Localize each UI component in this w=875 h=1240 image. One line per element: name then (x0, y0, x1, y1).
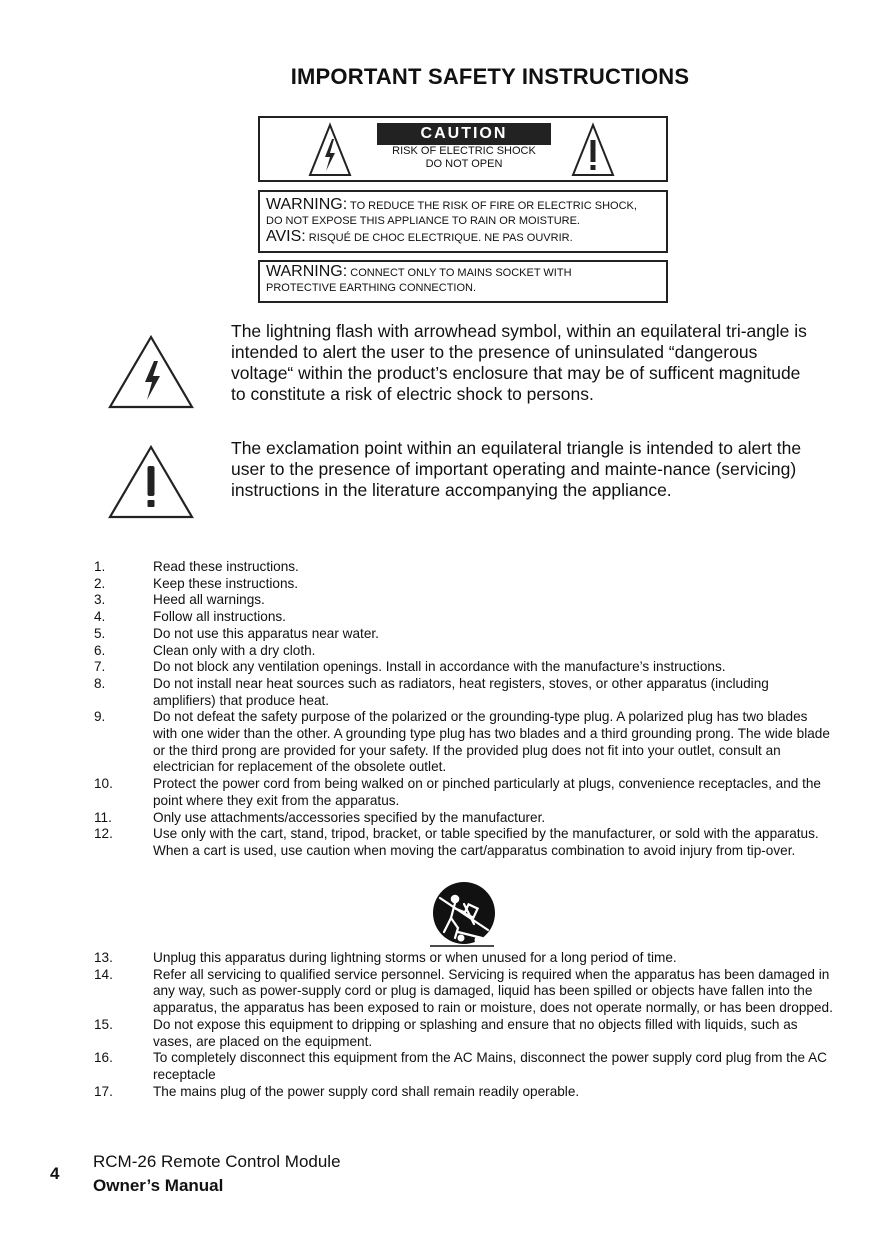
item-text: Protect the power cord from being walked on or pinched particularly at plugs, convenience receptacles, and the point where they exit from the apparatus. (153, 776, 821, 808)
footer-product-name: RCM-26 Remote Control Module (93, 1152, 341, 1171)
item-text: Do not install near heat sources such as radiators, heat registers, stoves, or other apparatus (including amplifiers) that produce heat. (153, 675, 769, 708)
instruction-list (94, 559, 834, 860)
item-text: Do not expose this equipment to dripping or splashing and ensure that no objects filled with liquids, such as vases, are placed on the equipment. (153, 1016, 798, 1049)
list-item (94, 609, 834, 626)
item-number: 12. (94, 826, 113, 842)
item-text: Use only with the cart, stand, tripod, bracket, or table specified by the manufacturer, or sold with the apparatus. When a cart is used, use caution when moving the cart/apparatus combination to avoid injury from tip-over. (153, 826, 819, 858)
warning-line-1 (266, 264, 666, 281)
avis-text: RISQUÉ DE CHOC ELECTRIQUE. NE PAS OUVRIR. (308, 232, 573, 244)
item-number: 1. (94, 559, 106, 574)
list-item (94, 559, 834, 576)
caution-label (377, 123, 551, 171)
item-text: Read these instructions. (153, 559, 299, 574)
caution-line-2: DO NOT OPEN (425, 158, 503, 170)
item-text: Unplug this apparatus during lightning storms or when unused for a long period of time. (153, 950, 677, 965)
item-number: 8. (94, 675, 106, 691)
list-item (94, 826, 834, 859)
footer-manual-title: Owner’s Manual (93, 1176, 224, 1195)
item-number: 4. (94, 609, 106, 625)
warning-text-2: PROTECTIVE EARTHING CONNECTION. (266, 282, 477, 294)
warning-text-2: DO NOT EXPOSE THIS APPLIANCE TO RAIN OR MOISTURE. (266, 215, 580, 227)
cart-tip-over-warning-icon (428, 880, 504, 952)
warning-text-1: CONNECT ONLY TO MAINS SOCKET WITH (350, 267, 572, 279)
warning-box-earthing (258, 260, 668, 303)
exclamation-warning-icon (571, 122, 615, 178)
avis-line (266, 229, 666, 246)
caution-heading: CAUTION (377, 123, 551, 145)
page-title: IMPORTANT SAFETY INSTRUCTIONS (290, 64, 690, 89)
item-text: Refer all servicing to qualified service personnel. Servicing is required when the apparatus has been damaged in any way, such as power-supply cord or plug is damaged, liquid has been spilled or objects have fallen into the apparatus, the apparatus has been exposed to rain or moisture, does not operate normally, or has been dropped. (153, 966, 833, 1016)
warning-label: WARNING: (266, 196, 348, 213)
list-item (94, 967, 834, 1017)
item-text: Follow all instructions. (153, 609, 286, 625)
caution-line-1: RISK OF ELECTRIC SHOCK (392, 145, 536, 157)
item-number: 9. (94, 709, 106, 725)
item-number: 14. (94, 966, 113, 982)
item-text: Do not defeat the safety purpose of the polarized or the grounding-type plug. A polarized plug has two blades with one wider than the other. A grounding type plug has two blades and a third grounding prong. The wide blade or the third prong are provided for your safety. If the provided plug does not fit into your outlet, consult an electrician for replacement of the obsolete outlet. (153, 709, 830, 775)
warning-box-fire (258, 190, 668, 253)
item-text: To completely disconnect this equipment from the AC Mains, disconnect the power supply cord plug from the AC receptacle (153, 1050, 827, 1082)
caution-box (258, 116, 668, 182)
item-number: 7. (94, 659, 106, 675)
exclamation-triangle-icon (108, 444, 194, 520)
item-number: 17. (94, 1083, 113, 1099)
item-text: Only use attachments/accessories specified by the manufacturer. (153, 809, 546, 825)
list-item (94, 810, 834, 827)
item-text: Do not use this apparatus near water. (153, 625, 379, 641)
list-item (94, 709, 834, 776)
lightning-symbol-description: The lightning flash with arrowhead symbol, within an equilateral tri-angle is intended to alert the user to the presence of uninsulated “dangerous voltage“ within the product’s enclosure that may be of sufficent magnitude to constitute a risk of electric shock to persons. (231, 321, 807, 404)
warning-label: WARNING: (266, 263, 348, 280)
lightning-warning-icon (308, 122, 352, 178)
item-text: Clean only with a dry cloth. (153, 642, 316, 658)
list-item (94, 676, 834, 709)
list-item (94, 626, 834, 643)
list-item (94, 776, 834, 809)
list-item (94, 659, 834, 676)
warning-text-1: TO REDUCE THE RISK OF FIRE OR ELECTRIC SHOCK, (350, 200, 637, 212)
item-number: 6. (94, 642, 106, 658)
list-item (94, 576, 834, 593)
item-text: The mains plug of the power supply cord shall remain readily operable. (153, 1083, 580, 1099)
list-item (94, 1084, 834, 1101)
item-text: Keep these instructions. (153, 575, 299, 591)
item-number: 2. (94, 575, 106, 591)
page-number: 4 (50, 1164, 60, 1183)
item-text: Do not block any ventilation openings. Install in accordance with the manufacture’s instructions. (153, 659, 726, 675)
item-number: 11. (94, 809, 112, 825)
list-item (94, 1050, 834, 1083)
lightning-triangle-icon (108, 334, 194, 410)
item-number: 16. (94, 1050, 113, 1066)
exclamation-symbol-description: The exclamation point within an equilateral triangle is intended to alert the user to the presence of important operating and mainte-nance (servicing) instructions in the literature accompanying the appliance. (231, 438, 802, 500)
avis-label: AVIS: (266, 228, 306, 245)
list-item (94, 950, 834, 967)
item-number: 3. (94, 592, 106, 608)
item-number: 15. (94, 1016, 113, 1032)
list-item (94, 643, 834, 660)
item-text: Heed all warnings. (153, 592, 265, 608)
item-number: 10. (94, 776, 113, 792)
list-item (94, 592, 834, 609)
item-number: 13. (94, 950, 113, 965)
list-item (94, 1017, 834, 1050)
instruction-list-continued (94, 950, 834, 1100)
item-number: 5. (94, 625, 106, 641)
warning-line-1 (266, 197, 666, 214)
